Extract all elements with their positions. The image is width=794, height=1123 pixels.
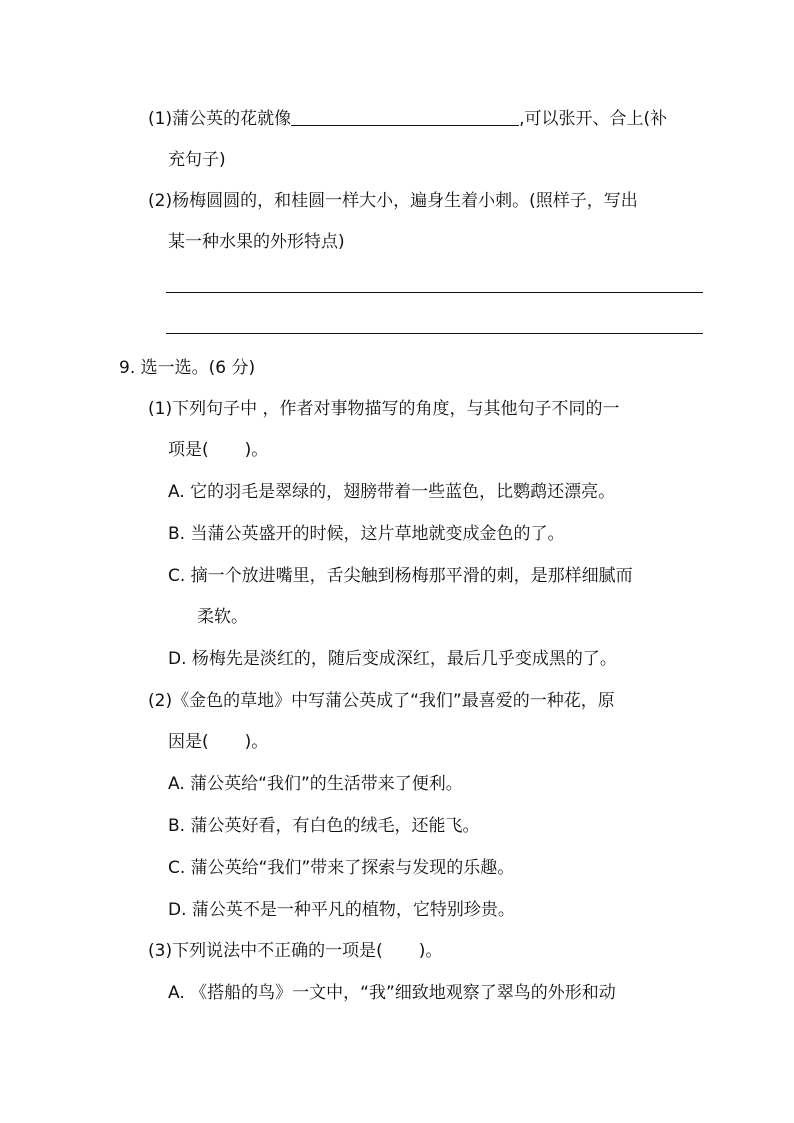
q8-answer-line-1[interactable] — [166, 292, 703, 293]
q8-sub1-text-b: ,可以张开、合上(补 — [519, 109, 668, 129]
q8-sub1-answer-blank[interactable] — [291, 107, 519, 126]
q9-sub3-question — [148, 939, 442, 963]
q9-sub1-answer-post: )。 — [244, 440, 269, 460]
q9-sub2-option-d: D. 蒲公英不是一种平凡的植物，它特别珍贵。 — [168, 900, 515, 920]
q9-sub1-question: (1)下列句子中 ，作者对事物描写的角度，与其他句子不同的一 — [148, 399, 620, 419]
q9-sub1-option-d: D. 杨梅先是淡红的，随后变成深红，最后几乎变成黑的了。 — [168, 649, 617, 669]
q9-sub1-option-c-line2: 柔软。 — [197, 607, 248, 627]
q9-sub2-answer-pre: 因是( — [168, 732, 209, 752]
q8-sub2-line: (2)杨梅圆圆的，和桂圆一样大小，遍身生着小刺。(照样子，写出 — [148, 191, 638, 211]
q8-sub1-text-a: (1)蒲公英的花就像 — [148, 109, 292, 129]
q9-sub2-question: (2)《金色的草地》中写蒲公英成了“我们”最喜爱的一种花，原 — [148, 691, 615, 711]
q9-sub1-option-a: A. 它的羽毛是翠绿的，翅膀带着一些蓝色，比鹦鹉还漂亮。 — [168, 482, 616, 502]
q9-sub2-option-b: B. 蒲公英好看，有白色的绒毛，还能飞。 — [168, 816, 480, 836]
q9-sub2-option-a: A. 蒲公英给“我们”的生活带来了便利。 — [168, 774, 463, 794]
q9-sub2-answer-post: )。 — [244, 732, 269, 752]
q9-sub1-answer-pre: 项是( — [168, 440, 209, 460]
q9-sub2-question-line2 — [168, 730, 268, 754]
q9-sub1-question-line2 — [168, 438, 268, 462]
q9-sub3-question-pre: (3)下列说法中不正确的一项是( — [148, 941, 383, 961]
q8-answer-line-2[interactable] — [166, 333, 703, 334]
q9-sub2-option-c: C. 蒲公英给“我们”带来了探索与发现的乐趣。 — [168, 858, 515, 878]
q8-sub1-line — [148, 107, 667, 131]
q8-sub2-line2: 某一种水果的外形特点) — [168, 232, 345, 252]
q9-sub1-option-b: B. 当蒲公英盛开的时候，这片草地就变成金色的了。 — [168, 524, 565, 544]
q9-title: 9. 选一选。(6 分) — [119, 358, 256, 378]
q9-sub3-question-post: )。 — [418, 941, 443, 961]
q8-sub1-line2: 充句子) — [168, 150, 226, 170]
q9-sub3-option-a: A. 《搭船的鸟》一文中，“我”细致地观察了翠鸟的外形和动 — [168, 983, 616, 1003]
q9-sub1-option-c: C. 摘一个放进嘴里，舌尖触到杨梅那平滑的刺，是那样细腻而 — [168, 566, 633, 586]
